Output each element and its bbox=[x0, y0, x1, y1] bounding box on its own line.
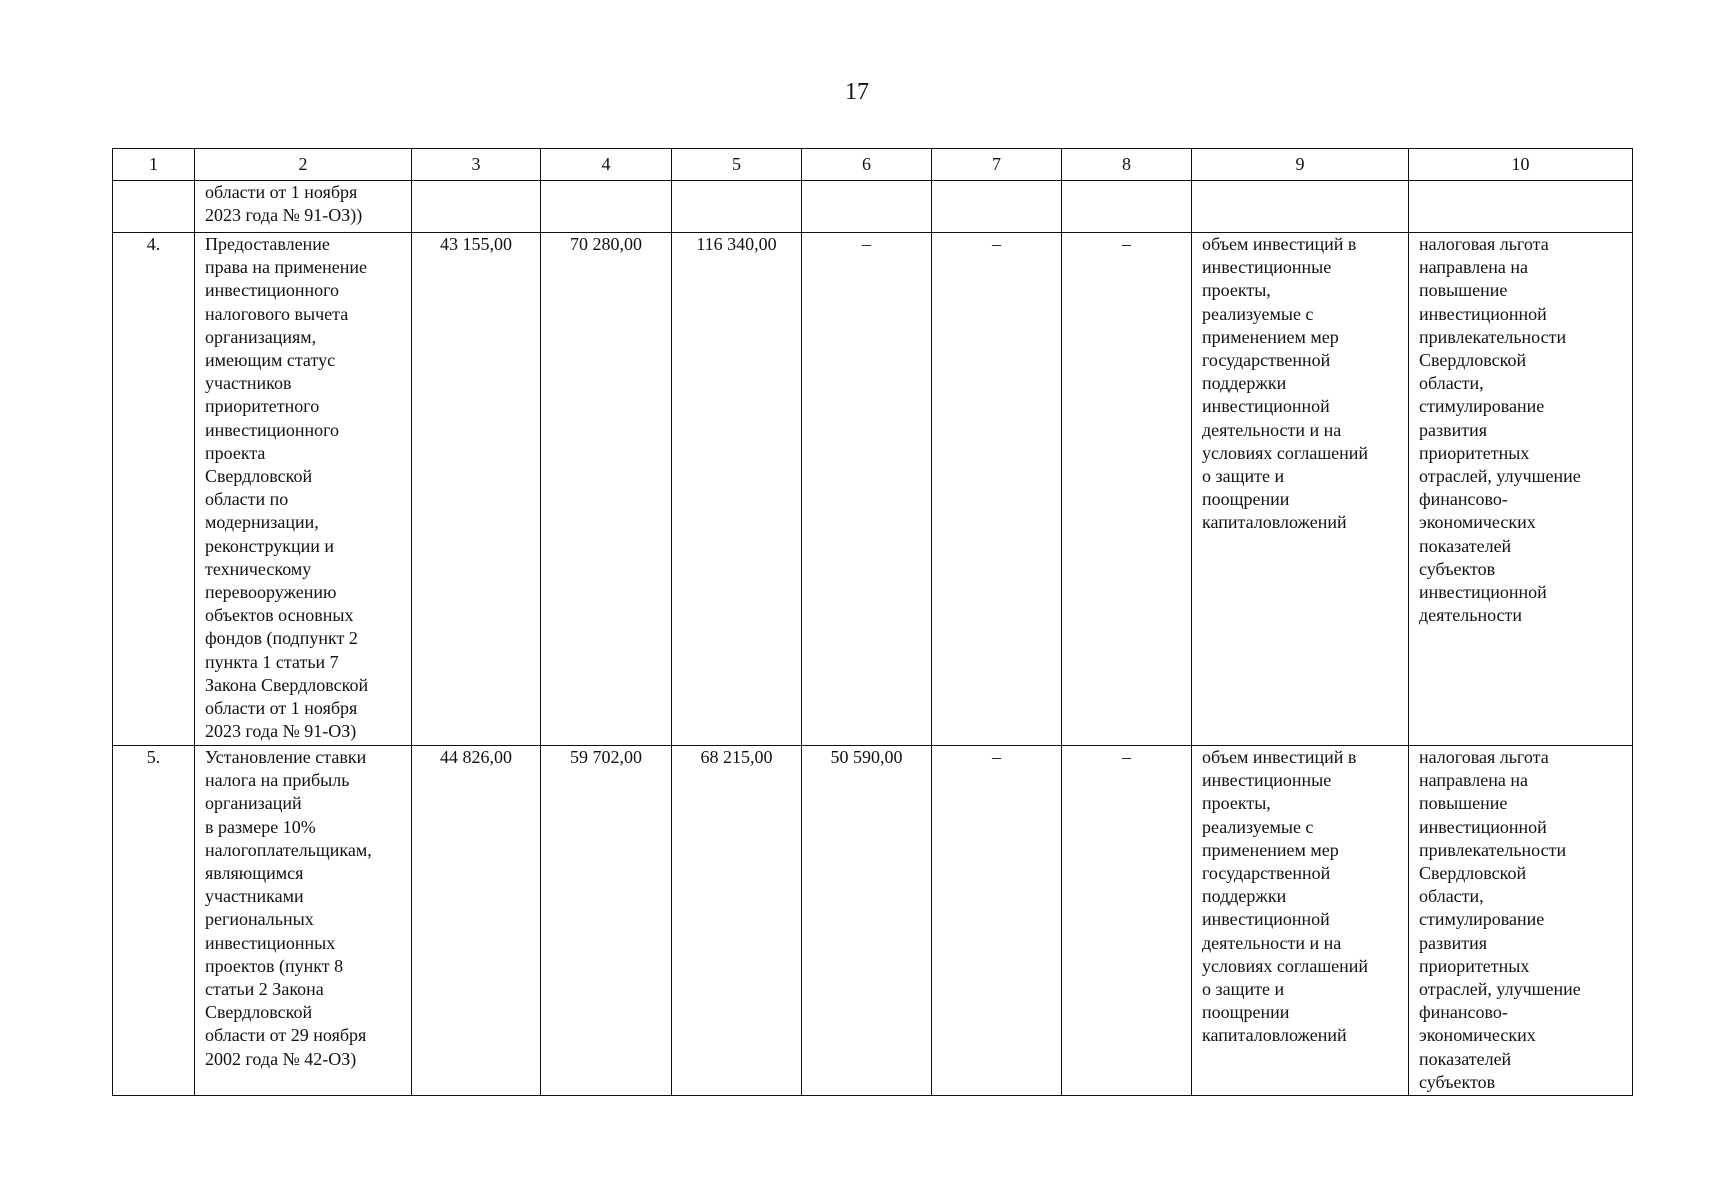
row-number-cell: 4. bbox=[113, 233, 195, 746]
page-number: 17 bbox=[845, 79, 869, 105]
benefit-description-cell: Установление ставки налога на прибыль организаций в размере 10% налогоплательщикам, являющимся участниками региональных инвестиционных проектов (пункт 8 статьи 2 Закона Свердловской области от 29 ноября 2002 года № 42-ОЗ) bbox=[195, 746, 412, 1096]
row-number-cell: 5. bbox=[113, 746, 195, 1096]
indicator-cell: объем инвестиций в инвестиционные проекты, реализуемые с применением мер государственной поддержки инвестиционной деятельности и на условиях соглашений о защите и поощрении капиталовложений bbox=[1192, 746, 1409, 1096]
value-cell: – bbox=[1062, 746, 1192, 1096]
table-row-4 bbox=[113, 233, 1633, 746]
tax-benefits-table bbox=[112, 148, 1633, 1096]
benefit-description-cell: Предоставление права на применение инвестиционного налогового вычета организациям, имеющим статус участников приоритетного инвестиционного проекта Свердловской области по модернизации, реконструкции и техническому перевооружению объектов основных фондов (подпункт 2 пункта 1 статьи 7 Закона Свердловской области от 1 ноября 2023 года № 91-ОЗ) bbox=[195, 233, 412, 746]
column-header: 10 bbox=[1409, 149, 1633, 181]
value-cell: 44 826,00 bbox=[412, 746, 541, 1096]
value-cell: 59 702,00 bbox=[541, 746, 672, 1096]
table-header-row bbox=[113, 149, 1633, 181]
row-number-cell bbox=[113, 181, 195, 233]
value-cell: 43 155,00 bbox=[412, 233, 541, 746]
column-header: 9 bbox=[1192, 149, 1409, 181]
value-cell: – bbox=[1062, 233, 1192, 746]
value-cell bbox=[672, 181, 802, 233]
column-header: 5 bbox=[672, 149, 802, 181]
value-cell: 116 340,00 bbox=[672, 233, 802, 746]
value-cell bbox=[541, 181, 672, 233]
value-cell bbox=[932, 181, 1062, 233]
purpose-cell: налоговая льгота направлена на повышение инвестиционной привлекательности Свердловской области, стимулирование развития приоритетных отраслей, улучшение финансово- экономических показателей субъектов инвестиционной деятельности bbox=[1409, 233, 1633, 746]
value-cell: 68 215,00 bbox=[672, 746, 802, 1096]
value-cell bbox=[802, 181, 932, 233]
column-header: 8 bbox=[1062, 149, 1192, 181]
value-cell bbox=[1062, 181, 1192, 233]
column-header: 4 bbox=[541, 149, 672, 181]
value-cell: – bbox=[802, 233, 932, 746]
value-cell: – bbox=[932, 746, 1062, 1096]
column-header: 1 bbox=[113, 149, 195, 181]
column-header: 3 bbox=[412, 149, 541, 181]
column-header: 2 bbox=[195, 149, 412, 181]
value-cell: – bbox=[932, 233, 1062, 746]
benefit-description-cell: области от 1 ноября 2023 года № 91-ОЗ)) bbox=[195, 181, 412, 233]
table-row-5 bbox=[113, 746, 1633, 1096]
value-cell bbox=[412, 181, 541, 233]
value-cell: 50 590,00 bbox=[802, 746, 932, 1096]
column-header: 7 bbox=[932, 149, 1062, 181]
column-header: 6 bbox=[802, 149, 932, 181]
indicator-cell: объем инвестиций в инвестиционные проекты, реализуемые с применением мер государственной поддержки инвестиционной деятельности и на условиях соглашений о защите и поощрении капиталовложений bbox=[1192, 233, 1409, 746]
indicator-cell bbox=[1192, 181, 1409, 233]
purpose-cell: налоговая льгота направлена на повышение инвестиционной привлекательности Свердловской области, стимулирование развития приоритетных отраслей, улучшение финансово- экономических показателей субъектов bbox=[1409, 746, 1633, 1096]
purpose-cell bbox=[1409, 181, 1633, 233]
table-row-continuation bbox=[113, 181, 1633, 233]
value-cell: 70 280,00 bbox=[541, 233, 672, 746]
